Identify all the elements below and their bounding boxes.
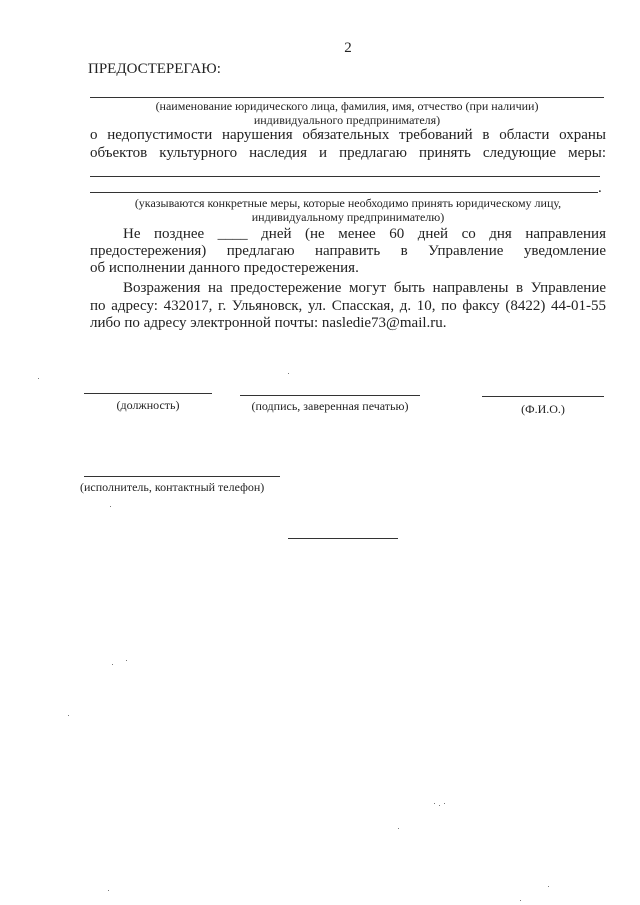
paragraph-2-line3: об исполнении данного предостережения. (90, 260, 359, 276)
paragraph-2-line2: предостережения) предлагаю направить в Управление уведомление (90, 243, 606, 259)
heading: ПРЕДОСТЕРЕГАЮ: (88, 61, 221, 77)
scan-speck (68, 715, 69, 716)
caption-name: (Ф.И.О.) (521, 402, 565, 416)
signature-line (240, 395, 420, 396)
scan-speck (444, 803, 445, 804)
scan-speck (439, 805, 440, 806)
caption-signature: (подпись, заверенная печатью) (251, 399, 409, 413)
paragraph-2-line1: Не позднее ____ дней (не менее 60 дней со дня направления (123, 226, 606, 242)
scan-speck (108, 890, 109, 891)
measures-line-1 (90, 176, 600, 177)
scan-speck (548, 886, 549, 887)
paragraph-3-line3: либо по адресу электронной почты: nasledie73@mail.ru. (90, 315, 447, 331)
scan-speck (520, 900, 521, 901)
caption-measures-line1: (указываются конкретные меры, которые необходимо принять юридическому лицу, (134, 196, 562, 210)
caption-executor: (исполнитель, контактный телефон) (80, 480, 265, 494)
closing-line (288, 538, 398, 539)
paragraph-3-line2: по адресу: 432017, г. Ульяновск, ул. Спасская, д. 10, по факсу (8422) 44-01-55 (90, 298, 606, 314)
caption-entity-line1: (наименование юридического лица, фамилия, имя, отчество (при наличии) (155, 99, 539, 113)
caption-entity-line2: индивидуального предпринимателя) (253, 113, 441, 127)
scan-speck (38, 378, 39, 379)
page-number: 2 (344, 40, 352, 56)
entity-name-line (90, 97, 604, 98)
name-signature-line (482, 396, 604, 397)
caption-measures-line2: индивидуальному предпринимателю) (251, 210, 445, 224)
position-signature-line (84, 393, 212, 394)
scan-speck (112, 664, 113, 665)
scan-speck (434, 803, 435, 804)
scan-speck (398, 828, 399, 829)
paragraph-1-line2: объектов культурного наследия и предлагаю принять следующие меры: (90, 145, 606, 161)
scan-speck (288, 373, 289, 374)
scan-speck (126, 660, 127, 661)
paragraph-3-line1: Возражения на предостережение могут быть направлены в Управление (123, 280, 606, 296)
scan-speck (110, 506, 111, 507)
measures-line-2 (90, 192, 598, 193)
executor-line (84, 476, 280, 477)
measures-line-dot: . (598, 180, 602, 196)
paragraph-1-line1: о недопустимости нарушения обязательных требований в области охраны (90, 127, 606, 143)
caption-position: (должность) (116, 398, 180, 412)
